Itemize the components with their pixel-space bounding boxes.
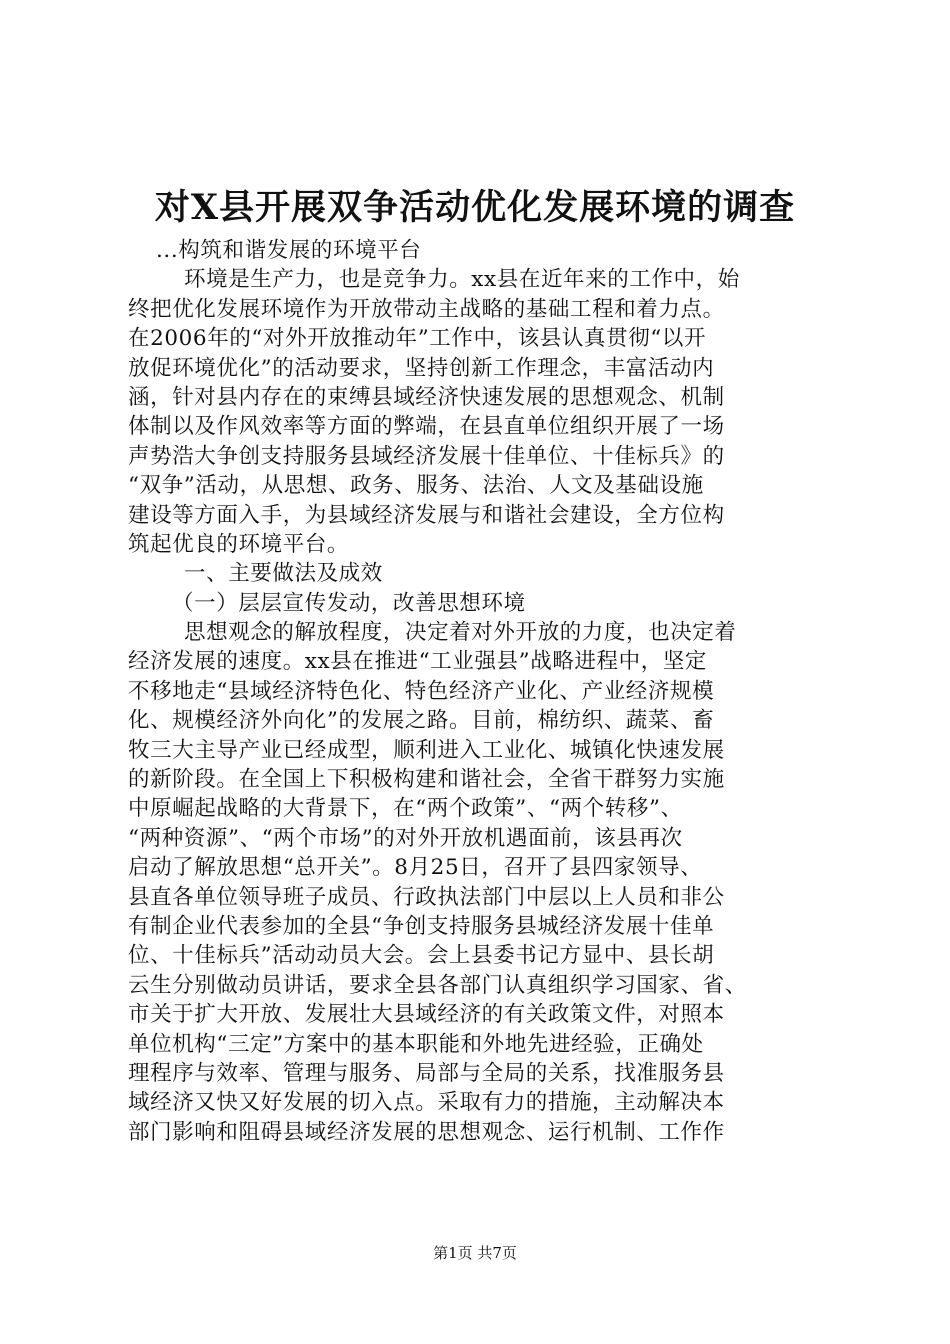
paragraph-line: 筑起优良的环境平台。 bbox=[128, 531, 350, 557]
paragraph-line: 市关于扩大开放、发展壮大县域经济的有关政策文件，对照本 bbox=[128, 1002, 725, 1028]
paragraph-line: 域经济又快又好发展的切入点。采取有力的措施，主动解决本 bbox=[128, 1090, 725, 1116]
paragraph-line: 化、规模经济外向化”的发展之路。目前，棉纺织、蔬菜、畜 bbox=[128, 708, 715, 734]
subtitle-line: ...构筑和谐发展的环境平台 bbox=[156, 238, 422, 263]
paragraph-line: 涵，针对县内存在的束缚县域经济快速发展的思想观念、机制 bbox=[128, 384, 725, 410]
paragraph-line: 中原崛起战略的大背景下，在“两个政策”、“两个转移”、 bbox=[128, 796, 683, 822]
paragraph-line: “两种资源”、“两个市场”的对外开放机遇面前，该县再次 bbox=[128, 825, 683, 851]
document-title: 对X县开展双争活动优化发展环境的调查 bbox=[154, 187, 796, 228]
paragraph-line: 牧三大主导产业已经成型，顺利进入工业化、城镇化快速发展 bbox=[128, 737, 725, 763]
paragraph-line: 位、十佳标兵”活动动员大会。会上县委书记方显中、县长胡 bbox=[128, 943, 715, 969]
paragraph-line: 终把优化发展环境作为开放带动主战略的基础工程和着力点。 bbox=[128, 296, 725, 322]
section-heading: 一、主要做法及成效 bbox=[184, 561, 383, 587]
paragraph-line: 云生分别做动员讲话，要求全县各部门认真组织学习国家、省、 bbox=[128, 972, 747, 998]
paragraph-line: 建设等方面入手，为县域经济发展与和谐社会建设，全方位构 bbox=[128, 502, 725, 528]
paragraph-line: 单位机构“三定”方案中的基本职能和外地先进经验，正确处 bbox=[128, 1031, 704, 1057]
paragraph-line: 放促环境优化”的活动要求，坚持创新工作理念，丰富活动内 bbox=[128, 355, 715, 381]
paragraph-line: 的新阶段。在全国上下积极构建和谐社会，全省干群努力实施 bbox=[128, 767, 725, 793]
paragraph-line: “双争”活动，从思想、政务、服务、法治、人文及基础设施 bbox=[128, 473, 704, 499]
document-body bbox=[128, 236, 838, 1147]
paragraph-line: 理程序与效率、管理与服务、局部与全局的关系，找准服务县 bbox=[128, 1060, 725, 1086]
paragraph-line: 部门影响和阻碍县域经济发展的思想观念、运行机制、工作作 bbox=[128, 1119, 725, 1145]
paragraph-line: 体制以及作风效率等方面的弊端，在县直单位组织开展了一场 bbox=[128, 414, 725, 440]
page-footer: 第1页 共7页 bbox=[433, 1244, 517, 1262]
paragraph-line: 县直各单位领导班子成员、行政执法部门中层以上人员和非公 bbox=[128, 884, 725, 910]
paragraph-line: 经济发展的速度。xx县在推进“工业强县”战略进程中，坚定 bbox=[128, 649, 708, 675]
paragraph-line: 思想观念的解放程度，决定着对外开放的力度，也决定着 bbox=[184, 620, 737, 646]
subsection-heading: （一）层层宣传发动，改善思想环境 bbox=[172, 590, 526, 616]
paragraph-line: 环境是生产力，也是竞争力。xx县在近年来的工作中，始 bbox=[184, 267, 740, 293]
paragraph-line: 启动了解放思想“总开关”。8月25日，召开了县四家领导、 bbox=[128, 855, 703, 881]
paragraph-line: 在2006年的“对外开放推动年”工作中，该县认真贯彻“以开 bbox=[128, 326, 707, 352]
paragraph-line: 声势浩大争创支持服务县域经济发展十佳单位、十佳标兵》的 bbox=[128, 443, 725, 469]
paragraph-line: 不移地走“县域经济特色化、特色经济产业化、产业经济规模 bbox=[128, 678, 715, 704]
paragraph-line: 有制企业代表参加的全县“争创支持服务县城经济发展十佳单 bbox=[128, 913, 715, 939]
